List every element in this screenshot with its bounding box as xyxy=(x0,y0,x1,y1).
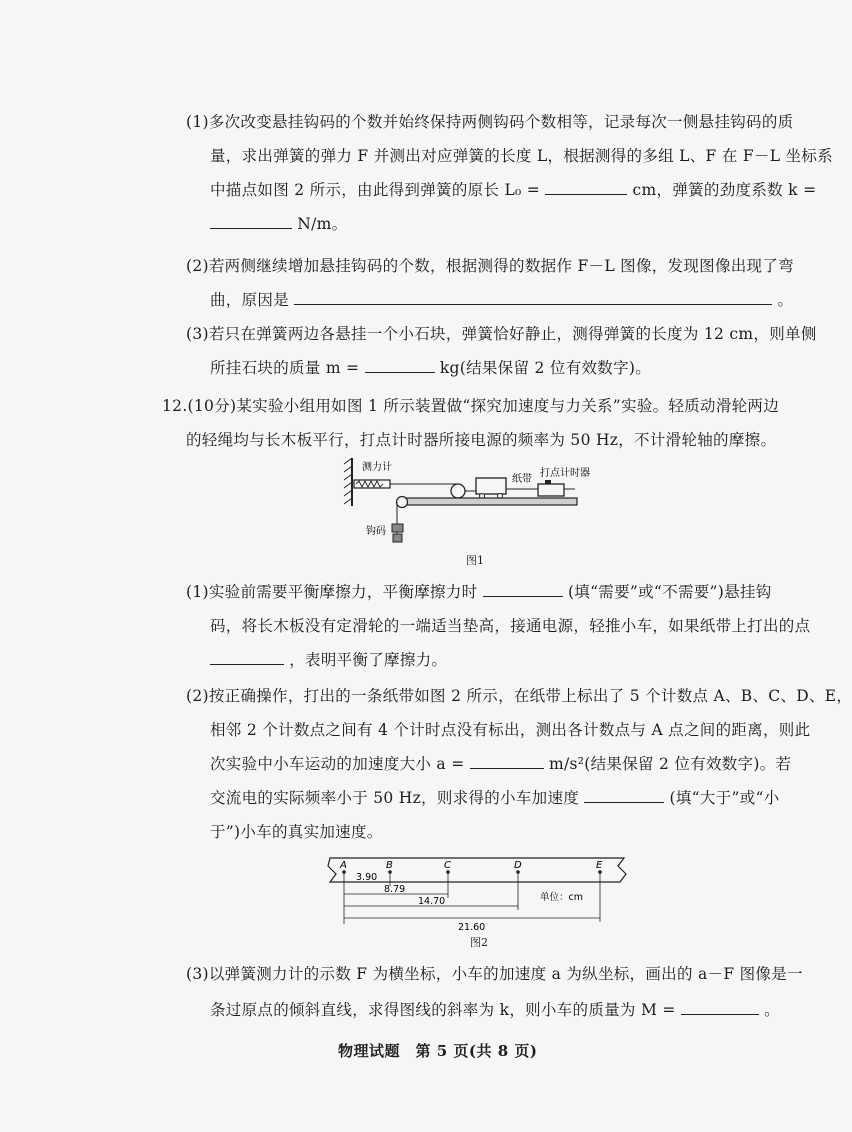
q12-part1-line3-text: ，表明平衡了摩擦力。 xyxy=(289,651,448,669)
q11-part2-line1: (2)若两侧继续增加悬挂钩码的个数，根据测得的数据作 F－L 图像，发现图像出现了弯 xyxy=(186,257,794,275)
page-footer: 物理试题 第 5 页(共 8 页) xyxy=(338,1042,538,1060)
fig2-distance-AC: 8.79 xyxy=(384,884,406,895)
q12-part2-line3-text-a: 次实验中小车运动的加速度大小 a = xyxy=(210,755,465,773)
fig1-label-dynamometer: 测力计 xyxy=(362,462,392,473)
answer-blank-hang-weights[interactable] xyxy=(483,580,563,597)
q12-part2-line2: 相邻 2 个计数点之间有 4 个计时点没有标出，测出各计数点与 A 点之间的距离，则此 xyxy=(210,721,811,739)
q12-part3-line2-text-b: 。 xyxy=(764,1001,780,1019)
fig2-distance-AD: 14.70 xyxy=(418,896,446,907)
fig2-unit-label: 单位：cm xyxy=(540,892,583,903)
figure-1-caption: 图1 xyxy=(466,554,484,567)
q11-part1-line4 xyxy=(210,212,347,234)
q11-part1-line2: 量，求出弹簧的弹力 F 并测出对应弹簧的长度 L，根据测得的多组 L、F 在 F－L 坐标系 xyxy=(210,147,833,165)
figure-1-apparatus xyxy=(340,456,590,556)
q11-part3-line2-text-a: 所挂石块的质量 m = xyxy=(210,359,360,377)
q12-part2-line1: (2)按正确操作，打出的一条纸带如图 2 所示，在纸带上标出了 5 个计数点 A、B、C、D、E， xyxy=(186,687,852,705)
answer-blank-bending-reason[interactable] xyxy=(294,288,772,305)
q11-part2-line2-text-b: 。 xyxy=(777,291,794,309)
q11-part1-line3-text-a: 中描点如图 2 所示，由此得到弹簧的原长 L₀ = xyxy=(210,181,541,199)
q12-part2-line3-text-b: m/s²(结果保留 2 位有效数字)。若 xyxy=(548,755,792,773)
answer-blank-cart-mass[interactable] xyxy=(681,998,759,1015)
answer-blank-spring-constant[interactable] xyxy=(210,212,292,229)
figure-2-caption: 图2 xyxy=(470,936,488,949)
q12-part1-line1 xyxy=(186,580,772,602)
q12-part1-line1-text-a: (1)实验前需要平衡摩擦力，平衡摩擦力时 xyxy=(186,583,478,601)
fig2-point-E: E xyxy=(596,860,603,871)
q12-part1-line2: 码，将长木板没有定滑轮的一端适当垫高，接通电源，轻推小车，如果纸带上打出的点 xyxy=(210,617,811,635)
fig1-label-timer: 打点计时器 xyxy=(540,468,590,479)
fig1-label-tape: 纸带 xyxy=(512,474,532,485)
figure-2-paper-tape xyxy=(322,852,632,932)
q12-part1-line3 xyxy=(210,648,447,670)
fig2-distance-AE: 21.60 xyxy=(458,922,486,933)
fig2-distance-AB: 3.90 xyxy=(356,872,378,883)
q12-intro-line1: 12.(10分)某实验小组用如图 1 所示装置做“探究加速度与力关系”实验。轻质动滑轮两边 xyxy=(162,397,780,415)
q11-part3-line2-text-b: kg(结果保留 2 位有效数字)。 xyxy=(439,359,652,377)
q11-part3-line1: (3)若只在弹簧两边各悬挂一个小石块，弹簧恰好静止，测得弹簧的长度为 12 cm，则单侧 xyxy=(186,325,817,343)
q11-part2-line2 xyxy=(210,288,793,310)
q12-part2-line5: 于”)小车的真实加速度。 xyxy=(210,823,383,841)
q11-part1-line3-text-b: cm，弹簧的劲度系数 k = xyxy=(632,181,817,199)
fig2-point-D: D xyxy=(514,860,522,871)
q11-part1-line3 xyxy=(210,178,816,200)
q12-intro-line2: 的轻绳均与长木板平行，打点计时器所接电源的频率为 50 Hz，不计滑轮轴的摩擦。 xyxy=(186,431,777,449)
q12-part3-line1: (3)以弹簧测力计的示数 F 为横坐标，小车的加速度 a 为纵坐标，画出的 a－F 图像是一 xyxy=(186,965,803,983)
q12-part2-line4-text-a: 交流电的实际频率小于 50 Hz，则求得的小车加速度 xyxy=(210,789,580,807)
q11-part1-line1: (1)多次改变悬挂钩码的个数并始终保持两侧钩码个数相等，记录每次一侧悬挂钩码的质 xyxy=(186,113,794,131)
q11-part1-line4-text: N/m。 xyxy=(297,215,348,233)
q12-part2-line4 xyxy=(210,786,780,808)
answer-blank-compare[interactable] xyxy=(584,786,664,803)
fig1-label-weights: 钩码 xyxy=(366,526,386,537)
q12-part3-line2-text-a: 条过原点的倾斜直线，求得图线的斜率为 k，则小车的质量为 M = xyxy=(210,1001,676,1019)
q12-part2-line3 xyxy=(210,752,791,774)
answer-blank-acceleration[interactable] xyxy=(470,752,544,769)
fig2-point-A: A xyxy=(340,860,347,871)
q11-part3-line2 xyxy=(210,356,651,378)
answer-blank-dot-pattern[interactable] xyxy=(210,648,284,665)
q12-part1-line1-text-b: (填“需要”或“不需要”)悬挂钩 xyxy=(567,583,772,601)
q11-part2-line2-text-a: 曲，原因是 xyxy=(210,291,290,309)
answer-blank-stone-mass[interactable] xyxy=(365,356,435,373)
q12-part3-line2 xyxy=(210,998,780,1020)
q12-part2-line4-text-b: (填“大于”或“小 xyxy=(669,789,780,807)
fig2-point-B: B xyxy=(386,860,393,871)
answer-blank-spring-length[interactable] xyxy=(545,178,627,195)
fig2-point-C: C xyxy=(444,860,451,871)
